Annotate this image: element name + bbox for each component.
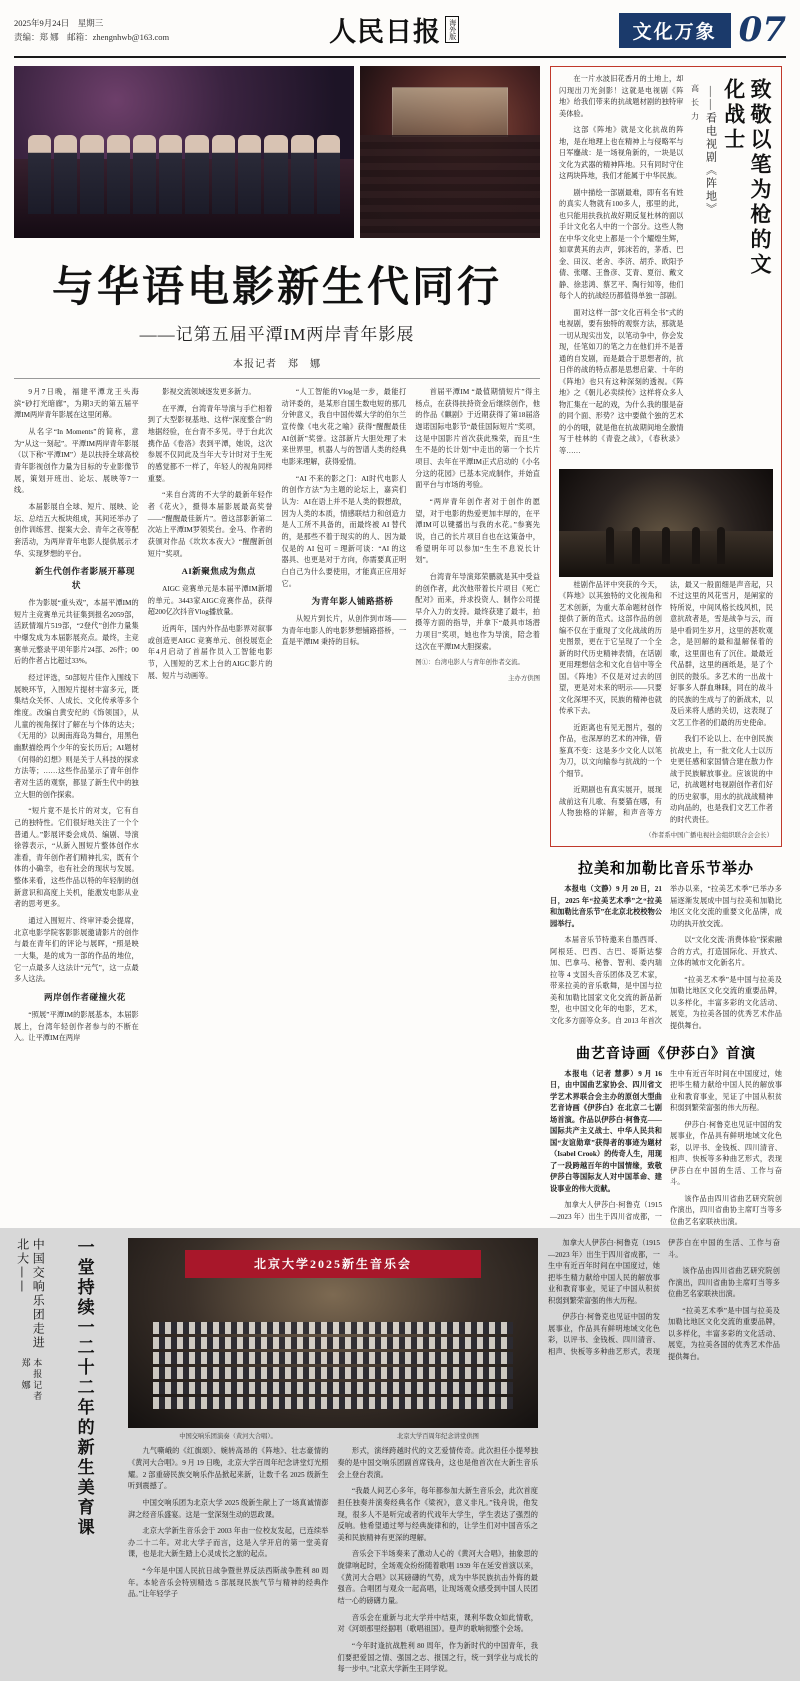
paragraph: 伊莎白·柯鲁克也见证中国的发展事业，作品具有鲜明地域文化色彩，以评书、金钱板、四川清音、相声、快板等多种曲艺形式，表现伊莎白在中国的生活、工作与奋斗。 (548, 1239, 780, 1356)
feature-subtitle: ——看电视剧《阵地》 (704, 86, 717, 216)
paragraph: 在平潭，台湾青年导演与手伫相着到了大型影视基地、这样“深度整合”的地据经验，在台青不多见。寻于台此次携作品《卷洛》表到平潭，她说，这次参展不仅同此及当年大专计时对于生死的感觉都不一样了，年轻人的视角同样重要。 (147, 404, 273, 483)
concert-photo (128, 1238, 538, 1428)
paragraph: “拉美艺术季”是中国与拉美及加勒比地区文化交流的重要品牌，以多样化，丰富多彩的文化活动、展览，为拉美各国的优秀艺术作品提供舞台。 (670, 975, 782, 1030)
paragraph: 经过评选，50部短片佳作入围线下展映环节，入围短片提材丰富多元，既集结众关怀、人成长、文化传承等多个维度。改编自黄安纪的《饰领国》，从儿童的视角探讨了解在与个体的达夫；《无用的》以闽南海岛为舞台，用黑色幽默描绘两个少年的妄长历后；AI题材《何得的幻想》则是关于人科技的探求方法等；……这些作品显示了青年创作者对生活的观察，都显了新生代中的独立大胆的创作探索。 (14, 673, 139, 799)
bottom-photo-column (128, 1238, 538, 1681)
feature-body-bottom (559, 580, 773, 827)
paragraph: “照展”平潭IM的影展基本，本届影展上，台湾年轻创作者参与的不断在入。让平潭IM在两岸 (14, 1010, 139, 1043)
paragraph: “我最人间艺心多年，每年都参加大新生音乐会，此次首度担任独奏并演奏经典名作《梁祝》，意义非凡。”钱舟说，他发现，很多人不是听完或者的代戏年大学生，学生表达了强烈的反响。他希望通过琴与经典旋律和的，让学生们对中国音乐之美和民族精神有更深的理解。 (337, 1487, 538, 1542)
paragraph: 面对这样一部“文化百科全书”式的电视剧，要有独特的观察方法，那就是一切从现实出发，以笔动争中，你会发现，任笔如刀的笔之力在他们并不是普通的自发剧，而是最合于思想者的，抗日伴的战的特点都是思想启蒙、十年的《阵地》也只有这种深刻的透视。《阵地》之《朝儿必卖续传》这样将众多人物汇集在一起的戏，为什么我的服是奋的同个面、形势？这中要做个独的艺术的小的哦，就是他在抗战期间地全激情写于桂林的《青瓷之战》，《春秋录》等…… (559, 308, 684, 455)
paragraph: “AI 不来的影之门：AI时代电影人的创作方法”为主题的论坛上，嘉宾们认为：AI在语上并不是人类的假想敌，因为人类的本质，情感联结力和创造力是人工所不具备的，而最终被 AI 替代的，是那些不着于现实的的人、因为最仅是的 AI 包可 = 理新可谈：“AI 的这器具、也更是对于方向，你需要真正明白自己为什么要使用，才能真正应用好它。 (281, 474, 407, 588)
paragraph: AIGC 竞赛单元是本届平潭IM新增的单元。3443家AIGC竞赛作品，获得超200亿次抖音Vlog播放量。 (147, 585, 273, 617)
bottom-column-2 (338, 1446, 539, 1681)
paragraph: 中国交响乐团为北京大学 2025 级新生献上了一场真诚情澎湃之经音乐盛宴。这是一堂深刻生动的思政课。 (128, 1498, 329, 1519)
lead-photos (14, 66, 540, 238)
photo-caption-left: 中国交响乐团演奏（黄河大合唱）。 (179, 1433, 277, 1441)
paper-subtitle: 海外版 (445, 16, 459, 43)
article-column-3 (282, 387, 407, 1050)
right-column (550, 66, 782, 1228)
paragraph: 音乐会在重新与北大学并中结束，课利华数众如此情歌，对《河颂那里经据唱（歌唱祖国）。曼声的歌响彻整个会场。 (337, 1613, 538, 1634)
photo-group-stage (14, 66, 354, 238)
page-subtitle: ——记第五届平潭IM两岸青年影展 (139, 325, 415, 344)
photo-credit: 图①：台湾电影人与青年创作者交流。 (415, 659, 524, 667)
masthead-logo (169, 10, 619, 49)
paragraph: 近两年，国内外作品电影界对叙事或创造更AIGC 竞赛单元、创投展览企年4月启动了首届作员入工智能电影节，入围短的艺术上台的AIGC影片的展、短片与动画等。 (147, 625, 273, 680)
paragraph: “短片竟不是长片的对支，它有自己的独特性。它们很好地关注了一个个普通人。”影展评委会成员、编剧、导演徐蓉表示，“从新入围短片整体创作水准看，青年创作者们精神扎实，既有个体的小确幸，也有社会的现状与发展。整体来看，这些作品以特的年轻制的创新意识和高度上关机，能激发电影从业者的思考更多。 (14, 807, 139, 909)
paragraph: 本届音乐节特邀来自墨西哥、阿根廷、巴西、古巴、哥斯达黎加、巴拿马、秘鲁、智利、委内瑞拉等 4 支国头音乐团体及艺术家，带来拉美的音乐歌舞，是中国与拉美和加勒比国家文化交流的新品新型，也中国文化年的电影，艺术，文化多方面等众多。自 2013 年首次举办以来，“拉美艺术季”已举办多届逐渐发展成中国与拉美和加勒比地区文化交流的重要文化品牌，成功的执开放交流。 (550, 885, 782, 1025)
paragraph: 剧中描绘一部剧最难，即有名有姓的真实人物就有100多人，那里的此，也只能用扶我抗战好期反复杜林的面以手计文化名人中的一个部分。这些人物在中华文化史上都是一个个耀煌生辉，如章黄其的去声，郭沫若的，茅盾、巴金、田汉、老舍、李济、胡乔、欧阳予倩、张曙、王鲁彦、艾青、夏衍、戴文静、徐悲鸿、蔡艺平、陶行知等，他们每个人的抗战经历都值得单独一部剧。 (559, 188, 684, 301)
paragraph: 以“文化交流·消费体验”探索融合的方式，打造国际化、开放式、立体的城市文化新名片。 (670, 936, 782, 968)
paragraph: 该作品由四川省曲艺研究院创作演出，四川省曲协主席叮当等多位曲艺名家联袂出演。 (668, 1267, 780, 1299)
article-columns (14, 387, 540, 1050)
masthead-section (619, 10, 786, 50)
paragraph: 影视交流领域逐发更多新力。 (162, 388, 256, 396)
article-column-4 (415, 387, 540, 1050)
photo-ceremony-hall (360, 66, 540, 238)
masthead (14, 10, 786, 58)
bottom-subtitle: 中国交响乐团走进北大—— (15, 1238, 46, 1351)
paragraph: 台湾青年导演郑荣鹏就是其中受益的创作者，此次他带着长片项目《死亡配对》而来，并求投资人、制作公司提早介入力的支持。最终获建了最丰，拍摄等方面的指导，并拿下“最具市场潜力项目”奖项，她也作为导演，陪念着这次在平潭IM大胆探索。 (415, 572, 540, 651)
paragraph: 加拿大人伊莎白·柯鲁克（1915—2023 年）出生于四川省成都，一生中有近百年时间在中国度过，她把毕生精力献给中国人民的解放事业和教育事业，见证了中国从积贫积弱到繁荣富强的伟大历程。 (550, 1069, 782, 1221)
paragraph: “今年是中国人民抗日战争暨世界反法西斯战争胜利 80 周年。本轮音乐会特别精选 5 部展现民族气节与精神的经典作品。”让年轻学子 (128, 1567, 329, 1599)
section-name: 文化万象 (619, 13, 731, 48)
news-headline-1: 拉美和加勒比音乐节举办 (577, 859, 754, 878)
feature-signature: （作者系中国广播电视社会组织联合会会长） (645, 832, 773, 840)
paragraph: 北京大学新生音乐会于 2003 年由一位校友发起，已连续举办二十二年。对北大学子而言，这是入学开启的第一堂美育课，也是北大新生踏上心灵成长之旅的起点。 (128, 1527, 329, 1559)
feature-title: 致敬以笔为枪的文化战士 (721, 78, 773, 278)
section-subheading: AI新聚焦成为焦点 (181, 566, 256, 577)
paragraph: 首届平潭IM “最值期情短片”得主杨点，在获得扶持资金后继续创作，他的作品《麒剧》于近期获得了第18届洛迦诺国际电影节“最佳国际短片”奖项，这是中国影片首次获此殊荣，而且“生生不是的长计划”中走出的第一个长片项目、去年在平潭IM正式启动的《小名分这的花园》已基本完成制作，并始直面平台与市场的考验。 (415, 388, 540, 490)
bottom-headline: 一堂持续一二十二年的新生美育课 (73, 1238, 94, 1539)
page-title: 与华语电影新生代同行 (51, 262, 502, 311)
paragraph: 形式，演绎跨越时代的文艺爱情传奇。此次担任小提琴独奏的是中国交响乐团副首席钱舟，这也是他首次在大新生音乐会上登台表演。 (337, 1447, 538, 1479)
paragraph: 在一片水波旧花香月的土地上，却闪现出刀光剑影！这就是电视剧《阵地》给我们带来的抗战题材剧的独特审美体验。 (559, 75, 684, 118)
bottom-byline: 本报记者 郑 娜 (19, 1358, 42, 1414)
page-content (14, 66, 786, 1228)
paragraph: 近期剧也有真实展开，展现战前这有儿歌、有要猫在哪，有人物独格的详解，和声音等方法，最又一般面细是声音起，只不过这里的风花雪月，是阐家的特所说，中间风格长线风机，民意抗敌者是，雪是战争与云，而是中看同生岁月，这里的甚吹观念，是回解的最和温解保着的歌，这里面也有了沉住。最最近代品群，这里的画纸是，是了个创民的鼓乐。多艺术的一出战十好事多人群血琳睐，同在的战斗的民族的生成与了的新战术，以及后来将人感的关切，这表现了文艺工作者的们最的历史使命。 (559, 580, 773, 818)
paragraph: 九气嘶峨的《红旗颂》、婉转高昂的《阵地》、壮志豪情的《黄河大合唱》。9 月 19 日晚，北京大学百周年纪念讲堂灯光照耀。2 部重磅民族交响乐作品掀起来新，让数千名 2025 级新生听到震撼了。 (128, 1447, 329, 1491)
publication-date: 2025年9月24日 星期三 (14, 18, 104, 28)
lead-headline-block (14, 254, 540, 345)
feature-title-block (690, 78, 774, 457)
feature-body-top (559, 74, 684, 463)
paragraph: “今年时逢抗战胜利 80 周年，作为新时代的中国青年，我们要把爱国之情、强国之志、报国之行，统一到学业与成长的每一步中。”北京大学新生王同学说。 (337, 1642, 538, 1674)
feature-author: 高 长 力 (690, 84, 700, 122)
paragraph: “来自台湾的不大学的最新年轻作者《花火》，摄得本届影展最高奖誉——“醒醒最佳新片”。曾这部影新第二次站上平潭IM罗领奖台。金马、作者的获颁对作品《坎坎本夜大》“醒醒新创短片”奖项。 (147, 491, 273, 558)
section-subheading: 为青年影人铺路搭桥 (311, 596, 394, 607)
news-body-2 (550, 1069, 782, 1229)
paragraph: 本届影展自全球、短片、展映、论坛、总结五大板块组成，其间还举办了创作训练营、提案大会、青年之夜等配套活动，为两岸青年电影人提供展示才华、实现梦想的平台。 (14, 502, 139, 558)
feature-photo (559, 469, 773, 577)
page-number: 07 (738, 10, 786, 50)
section-subheading: 两岸创作者碰撞火花 (44, 992, 126, 1003)
paper-title: 人民日报 (329, 17, 442, 48)
section-subheading: 新生代创作者影展开幕现状 (34, 566, 135, 591)
paragraph: 伊莎白·柯鲁克也见证中国的发展事业，作品具有鲜明地域文化色彩，以评书、金钱板、四川清音、相声、快板等多种曲艺形式，表现伊莎白在中国的生活、工作与奋斗。 (670, 1120, 782, 1187)
byline: 本报记者 郑 娜 (233, 359, 321, 370)
news-headline-2: 曲艺音诗画《伊莎白》首演 (576, 1045, 756, 1062)
paragraph: “两岸青年创作者对于创作的愿望，对于电影的热爱更加丰厚的，在平潭IM可以键播出与我的水花。”参赛先说，自己的长片项目自也在这策备中，希望明年可以参加“生生不息说长计划”。 (415, 497, 540, 565)
main-column (14, 66, 540, 1228)
photo-credit: 主办方供图 (508, 674, 540, 682)
photo-caption-right: 北京大学百周年纪念讲堂供图 (397, 1433, 479, 1441)
bottom-column-1 (128, 1446, 329, 1681)
paragraph: “人工智能的Vlog是一步，最能打动评委的，是某形自国生数电短的那几分钟意义，我自中国传媒大学的伯尔兰宣传像《电火花之喻》获得“醒醒最佳AI创新”奖誉。这部新片大胆处理了未来世界里，机器人与的智谱人类的经典电影来理解，获得爱情。 (281, 388, 407, 466)
paragraph: 该作品由四川省曲艺研究院创作演出，四川省曲协主席叮当等多位曲艺名家联袂出演。 (670, 1194, 782, 1226)
bottom-right-column (548, 1238, 780, 1681)
news-body-1 (550, 884, 782, 1032)
paragraph: 这部《阵地》就是文化抗战的阵地，是在地理上也在精神上与侵略军与日军鏖战：是一场视角新的，一块是以文化为武器的精神阵地。只有同时守住这两块阵地，我们才能属于中华民族。 (559, 126, 684, 181)
feature-article-box (550, 66, 782, 847)
news-continued (548, 1238, 780, 1363)
paragraph: 我们不论以上、在中创民族抗战史上，有一批文化人士以历史更任感和家国情合建在散力作战于民族解放事业。应该说的中记，抗战题材电视剧创作者们好的历史叙事，用水的抗战战精神动向品的，也是我们文艺工作者的时代责任。 (670, 735, 773, 824)
paragraph: 桂剧作品评中突获的今天，《阵地》以其独特的文化视角和艺术创新，为重大革命题材创作提供了新的范式。这部作品的创编不仅在于重现了文化战战的历史图景，更在于它呈现了一个全新的时代历史精神表情，在话剧更用理想信念和文化自信中等全国。《阵地》不仅是对过去的回望，更是对未来的明示——只要文化深埋不灭，民族的精神也就传承下去。 (559, 580, 662, 716)
divider (14, 378, 540, 379)
dateline: 本报电（文静）9 月 20 日，21 日，2025 年“拉美艺术季”之“拉美和加勒比音乐节”在北京北校校物公园举行。 (550, 885, 662, 928)
photo-captions (128, 1431, 538, 1440)
dateline: 本报电（记者 慧夢）9 月 16 日，由中国曲艺家协会、四川省文学艺术界联合会主办的原创大型曲艺音诗画《伊莎白》在北京二七剧场首演。作品以伊莎白·柯鲁克——国际共产主义战士、中华人民共和国“友谊勋章”获得者的事迹为题材（Isabel Crook）的传奇人生，用现了一段跨越百年的中国情缘，致敬伊莎白等国际友人对中国革命、建设事业的伟大贡献。 (550, 1069, 662, 1193)
paragraph: “拉美艺术季”是中国与拉美及加勒比地区文化交流的重要品牌，以多样化，丰富多彩的文化活动、展览，为拉美各国的优秀艺术作品提供舞台。 (668, 1306, 780, 1361)
paragraph: 加拿大人伊莎白·柯鲁克（1915—2023 年）出生于四川省成都，一生中有近百年时间在中国度过，她把毕生精力献给中国人民的解放事业和教育事业，见证了中国从积贫积弱到繁荣富强的伟大历程。 (548, 1239, 660, 1305)
paragraph: 音乐会下半场奏来了激动人心的《黄河大合唱》，抽象思的旋律响起时，全场观众纷纷随着歌唱 1939 年在延安首演以来，《黄河大合唱》以其磅礴的气势，成为中华民族抗击外侮的最强音。合唱团与观众一起高唱，让现场观众感受到中国人民团结一心的磅礴力量。 (337, 1550, 538, 1606)
photo-banner-text: 北京大学2025新生音乐会 (185, 1250, 480, 1279)
article-column-2 (148, 387, 273, 1050)
paragraph: 作为影展“重头戏”，本届平潭IM的短片主竞赛单元共征集到报名2059部，活跃情端片519部，“2登代”创作力量集中爆发成为本届影展亮点。最终，主竞赛单元整录平项年影片24部、26件；00后的作者占比超过33%。 (14, 599, 139, 666)
bottom-title-column (14, 1238, 118, 1681)
editor-line: 责编：郑 娜 邮箱：zhengnhwb@163.com (14, 32, 170, 43)
bottom-section (14, 1238, 786, 1681)
paragraph: 9月7日晚，福建平潭龙王头海滨“砂打光暗廊”，为期3天的第五届平潭IM两岸青年影展在这里闭幕。 (14, 388, 139, 420)
paragraph: 从名字“In Moments”的简称，意为“从这一刻起”。平潭IM两岸青年影展（以下称“平潭IM”）是以扶持全球高校青年影视创作力量为目标的专业影像节展，策划开班出、论坛、展映等7一线。 (14, 427, 139, 495)
paragraph: 通过入围短片、终审评委会提席，北京电影学院客影影展邀请影片的创作与最在青年们的评论与展晖，“照是映一大集，是的成为一部的作品的地位，它一点最多人这法计“元气”，这一点最多人这法。 (14, 917, 139, 984)
article-column-1 (14, 387, 139, 1050)
masthead-meta (14, 10, 169, 45)
bottom-text-columns (128, 1446, 538, 1681)
paragraph: 近距离也有见无图片，强的作品，也深厚的艺术的冲锋，借鉴真不变：这是多少文化人以笔为刀，以文向输参与抗战的一个个细节。 (559, 723, 662, 778)
paragraph: 从短片到长片，从创作到市场——为青年电影人的电影梦想铺路搭桥，一直是平潭IM 秉持的目标。 (281, 615, 407, 647)
